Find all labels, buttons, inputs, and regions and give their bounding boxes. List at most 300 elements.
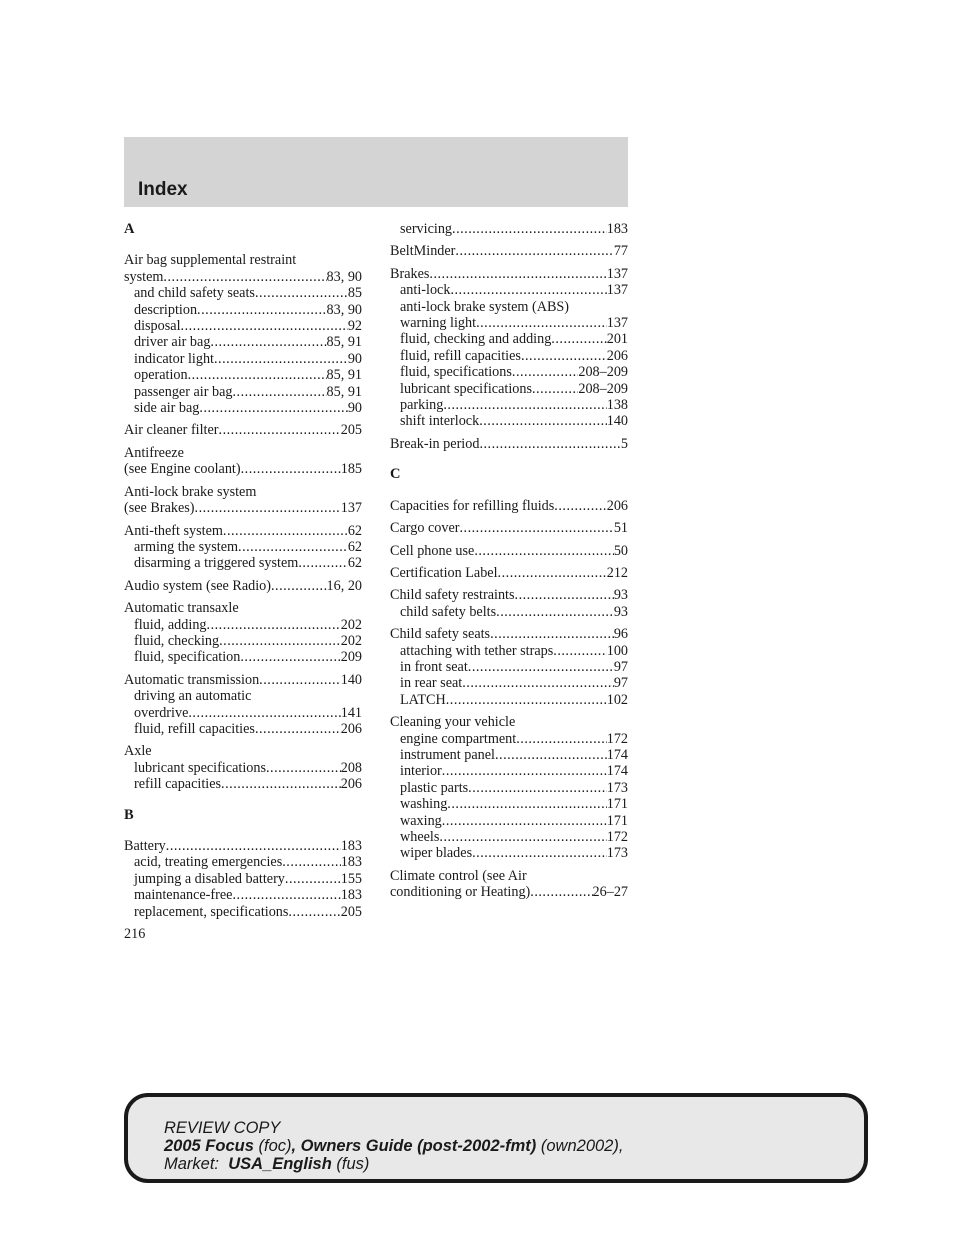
index-entry-line	[390, 436, 628, 452]
dot-leader	[443, 397, 606, 413]
review-copy-box	[124, 1093, 868, 1183]
dot-leader	[472, 845, 607, 861]
dot-leader	[298, 555, 348, 571]
index-subentry-line	[390, 315, 628, 331]
right-column	[390, 221, 628, 907]
index-subentry-line	[124, 318, 362, 334]
index-subentry-line	[390, 364, 628, 380]
dot-leader	[288, 904, 340, 920]
dot-leader	[532, 381, 578, 397]
index-entry	[390, 543, 628, 559]
dot-leader	[259, 672, 341, 688]
entry-label: and child safety seats	[134, 285, 255, 302]
page-reference: 202	[340, 616, 362, 633]
entry-label: parking	[400, 397, 444, 414]
dot-leader	[238, 539, 348, 555]
index-subentry-line	[390, 413, 628, 429]
page-reference: 26–27	[592, 884, 628, 901]
dot-leader	[496, 604, 614, 620]
dot-leader	[255, 285, 348, 301]
index-subentry-line	[124, 351, 362, 367]
dot-leader	[452, 221, 607, 237]
index-subentry-line	[124, 555, 362, 571]
index-entry	[124, 252, 362, 416]
page-reference: 206	[340, 720, 362, 737]
dot-leader	[462, 675, 614, 691]
entry-label: (see Brakes)	[124, 500, 195, 517]
index-entry-line	[124, 461, 362, 477]
entry-label: driving an automatic	[134, 688, 252, 705]
index-subentry-line	[390, 331, 628, 347]
page-number: 216	[124, 926, 146, 942]
entry-label: Cleaning your vehicle	[390, 714, 516, 731]
page-reference: 183	[340, 838, 362, 854]
index-entry-line	[124, 838, 362, 854]
entry-label: Cargo cover	[390, 520, 460, 537]
dot-leader	[271, 578, 327, 594]
entry-label: interior	[400, 763, 442, 780]
page-reference: 93	[613, 603, 628, 620]
section-letter: A	[124, 221, 135, 237]
dot-leader	[516, 731, 607, 747]
dot-leader	[219, 422, 341, 438]
index-entry	[390, 221, 628, 237]
dot-leader	[554, 498, 606, 514]
index-subentry-line	[390, 747, 628, 763]
page-reference: 83, 90	[326, 268, 362, 285]
entry-label: Axle	[124, 743, 152, 760]
index-subentry-line	[124, 688, 362, 704]
dot-leader	[479, 413, 607, 429]
entry-label: BeltMinder	[390, 243, 456, 260]
index-entry-line	[390, 884, 628, 900]
index-entry-line	[390, 243, 628, 259]
index-entry	[124, 523, 362, 572]
entry-label: Anti-theft system	[124, 522, 223, 539]
entry-label: fluid, checking and adding	[400, 331, 552, 348]
page-reference: 173	[606, 845, 628, 862]
dot-leader	[490, 626, 614, 642]
dot-leader	[479, 436, 620, 452]
page-reference: 90	[347, 400, 362, 417]
index-entry	[390, 520, 628, 536]
index-subentry-line	[124, 904, 362, 920]
page-reference: 141	[340, 704, 362, 721]
index-subentry-line	[390, 659, 628, 675]
page-reference: 62	[347, 555, 362, 572]
page-reference: 97	[613, 675, 628, 692]
page-reference: 140	[340, 671, 362, 688]
dot-leader	[442, 813, 607, 829]
page-reference: 137	[340, 500, 362, 517]
page-reference: 183	[340, 854, 362, 871]
page-title: Index	[138, 179, 188, 200]
index-header-band	[124, 137, 628, 207]
entry-label: Certification Label	[390, 564, 498, 581]
index-entry-line	[124, 743, 362, 759]
dot-leader	[207, 617, 341, 633]
entry-label: warning light	[400, 315, 477, 332]
dot-leader	[266, 760, 341, 776]
page-reference: 171	[606, 796, 628, 813]
index-subentry-line	[390, 675, 628, 691]
section-gap	[124, 799, 362, 807]
entry-label: Automatic transaxle	[124, 600, 239, 617]
index-subentry-line	[124, 633, 362, 649]
page-reference: 206	[606, 497, 628, 514]
index-subentry-line	[124, 384, 362, 400]
dot-leader	[476, 315, 607, 331]
index-entry	[124, 445, 362, 478]
page-reference: 208–209	[578, 380, 628, 397]
entry-label: servicing	[400, 221, 453, 237]
entry-label: lubricant specifications	[134, 759, 266, 776]
entry-label: disposal	[134, 318, 181, 335]
index-entry	[390, 498, 628, 514]
dot-leader	[221, 776, 341, 792]
entry-label: wheels	[400, 829, 440, 845]
dot-leader	[468, 659, 614, 675]
page-reference: 202	[340, 632, 362, 649]
dot-leader	[166, 838, 341, 854]
dot-leader	[439, 829, 606, 845]
entry-label: overdrive	[134, 704, 189, 721]
index-entry-line	[390, 543, 628, 559]
page-reference: 201	[606, 331, 628, 348]
entry-label: Battery	[124, 838, 166, 854]
index-entry-line	[124, 600, 362, 616]
dot-leader	[241, 461, 341, 477]
entry-label: Anti-lock brake system	[124, 483, 257, 500]
dot-leader	[450, 282, 606, 298]
entry-label: engine compartment	[400, 730, 517, 747]
page-reference: 97	[613, 658, 628, 675]
entry-label: indicator light	[134, 350, 214, 367]
dot-leader	[474, 543, 613, 559]
index-subentry-line	[124, 400, 362, 416]
entry-label: fluid, specifications	[400, 364, 512, 381]
index-entry	[390, 714, 628, 862]
dot-leader	[199, 400, 347, 416]
index-subentry-line	[390, 221, 628, 237]
page-reference: 51	[613, 520, 628, 537]
page-reference: 77	[613, 243, 628, 260]
model-code: (foc)	[258, 1137, 292, 1155]
entry-label: Capacities for refilling fluids	[390, 497, 555, 514]
page-reference: 96	[613, 626, 628, 643]
index-subentry-line	[124, 854, 362, 870]
entry-label: driver air bag	[134, 334, 211, 351]
index-subentry-line	[390, 604, 628, 620]
entry-label: passenger air bag	[134, 383, 233, 400]
page-reference: 100	[606, 642, 628, 659]
page-reference: 16, 20	[326, 577, 362, 594]
page-reference: 5	[620, 435, 628, 452]
left-column	[124, 221, 362, 926]
index-subentry-line	[390, 780, 628, 796]
dot-leader	[455, 243, 613, 259]
review-copy-text	[164, 1119, 623, 1173]
page-reference: 85, 91	[326, 383, 362, 400]
guide-name: , Owners Guide (post-2002-fmt)	[291, 1137, 537, 1155]
index-entry-line	[390, 520, 628, 536]
entry-label: replacement, specifications	[134, 903, 289, 920]
page-reference: 137	[606, 282, 628, 299]
entry-label: Antifreeze	[124, 444, 184, 461]
entry-label: system	[124, 268, 164, 285]
index-subentry-line	[390, 397, 628, 413]
entry-label: plastic parts	[400, 779, 469, 796]
index-entry-line	[390, 714, 628, 730]
index-entry	[390, 565, 628, 581]
index-subentry-line	[390, 692, 628, 708]
index-entry-line	[124, 252, 362, 268]
index-subentry-line	[390, 299, 628, 315]
page-reference: 206	[340, 776, 362, 793]
dot-leader	[553, 643, 606, 659]
page-reference: 83, 90	[326, 301, 362, 318]
page-reference: 140	[606, 413, 628, 430]
dot-leader	[512, 364, 578, 380]
index-entry	[124, 578, 362, 594]
index-entry	[124, 422, 362, 438]
index-subentry-line	[124, 285, 362, 301]
index-entry	[390, 626, 628, 708]
market-label: Market:	[164, 1155, 220, 1173]
market-name: USA_English	[228, 1155, 332, 1173]
page-reference: 205	[340, 422, 362, 439]
page-reference: 62	[347, 522, 362, 539]
review-copy-label: REVIEW COPY	[164, 1119, 281, 1137]
dot-leader	[255, 721, 341, 737]
index-subentry-line	[124, 705, 362, 721]
page-reference: 209	[340, 649, 362, 666]
dot-leader	[210, 334, 326, 350]
entry-label: waxing	[400, 812, 442, 829]
entry-label: child safety belts	[400, 603, 497, 620]
page-reference: 137	[606, 315, 628, 332]
dot-leader	[468, 780, 607, 796]
page-reference: 172	[606, 730, 628, 747]
review-copy-market-line	[164, 1155, 623, 1173]
page-reference: 92	[347, 318, 362, 335]
entry-label: lubricant specifications	[400, 380, 532, 397]
dot-leader	[232, 887, 340, 903]
entry-label: operation	[134, 367, 188, 384]
page-reference: 206	[606, 347, 628, 364]
entry-label: arming the system	[134, 538, 239, 555]
dot-leader	[495, 747, 607, 763]
index-entry	[390, 868, 628, 901]
entry-label: Climate control (see Air	[390, 867, 527, 884]
dot-leader	[214, 351, 348, 367]
index-entry	[124, 484, 362, 517]
index-entry	[124, 600, 362, 666]
dot-leader	[181, 318, 348, 334]
dot-leader	[282, 854, 340, 870]
page-reference: 102	[606, 691, 628, 708]
entry-label: maintenance-free	[134, 887, 233, 904]
index-subentry-line	[390, 282, 628, 298]
index-entry-line	[390, 266, 628, 282]
page-reference: 138	[606, 397, 628, 414]
entry-label: Cell phone use	[390, 542, 475, 559]
index-entry-line	[124, 269, 362, 285]
index-subentry-line	[124, 887, 362, 903]
entry-label: wiper blades	[400, 845, 473, 862]
dot-leader	[459, 520, 613, 536]
page-reference: 93	[613, 587, 628, 604]
index-subentry-line	[390, 813, 628, 829]
entry-label: Air bag supplemental restraint	[124, 252, 297, 269]
dot-leader	[188, 705, 340, 721]
index-subentry-line	[124, 649, 362, 665]
index-subentry-line	[124, 760, 362, 776]
index-subentry-line	[390, 731, 628, 747]
guide-code: (own2002),	[540, 1137, 624, 1155]
page-reference: 85, 91	[326, 367, 362, 384]
entry-label: side air bag	[134, 400, 200, 417]
dot-leader	[188, 367, 327, 383]
index-entry	[124, 838, 362, 920]
page-reference: 208	[340, 759, 362, 776]
entry-label: washing	[400, 796, 448, 813]
page-reference: 205	[340, 903, 362, 920]
index-entry-line	[124, 523, 362, 539]
model-name: 2005 Focus	[164, 1137, 254, 1155]
dot-leader	[429, 266, 606, 282]
index-subentry-line	[124, 334, 362, 350]
index-subentry-line	[124, 302, 362, 318]
index-entry-line	[124, 672, 362, 688]
dot-leader	[195, 500, 341, 516]
dot-leader	[446, 692, 607, 708]
entry-label: in rear seat	[400, 675, 463, 692]
dot-leader	[551, 331, 606, 347]
section-gap	[390, 458, 628, 466]
entry-label: fluid, refill capacities	[134, 720, 255, 737]
index-entry-line	[390, 868, 628, 884]
index-subentry-line	[124, 871, 362, 887]
entry-label: Break-in period	[390, 435, 480, 452]
index-subentry-line	[390, 845, 628, 861]
entry-label: fluid, adding	[134, 616, 207, 633]
page-reference: 173	[606, 779, 628, 796]
page-reference: 85	[347, 285, 362, 302]
entry-label: (see Engine coolant)	[124, 461, 241, 478]
entry-label: description	[134, 301, 198, 318]
index-entry-line	[124, 422, 362, 438]
entry-label: anti-lock	[400, 282, 451, 299]
index-entry	[390, 587, 628, 620]
entry-label: acid, treating emergencies	[134, 854, 283, 871]
entry-label: attaching with tether straps	[400, 642, 554, 659]
dot-leader	[521, 348, 607, 364]
index-entry-line	[124, 445, 362, 461]
index-subentry-line	[124, 367, 362, 383]
entry-label: jumping a disabled battery	[134, 870, 285, 887]
dot-leader	[219, 633, 341, 649]
dot-leader	[442, 763, 607, 779]
entry-label: LATCH	[400, 691, 446, 708]
index-entry	[390, 266, 628, 430]
page-reference: 137	[606, 265, 628, 282]
dot-leader	[515, 587, 614, 603]
dot-leader	[240, 649, 340, 665]
page-reference: 212	[606, 564, 628, 581]
dot-leader	[197, 302, 326, 318]
page-reference: 208–209	[578, 364, 628, 381]
entry-label: Audio system (see Radio)	[124, 577, 271, 594]
index-entry-line	[124, 578, 362, 594]
index-subentry-line	[390, 763, 628, 779]
section-letter: C	[390, 466, 401, 483]
entry-label: Automatic transmission	[124, 671, 260, 688]
index-entry-line	[124, 500, 362, 516]
dot-leader	[232, 384, 326, 400]
dot-leader	[447, 796, 606, 812]
market-code: (fus)	[336, 1155, 370, 1173]
entry-label: shift interlock	[400, 413, 480, 430]
entry-label: Child safety seats	[390, 626, 491, 643]
entry-label: anti-lock brake system (ABS)	[400, 298, 570, 315]
index-entry-line	[390, 498, 628, 514]
page-reference: 171	[606, 812, 628, 829]
index-entry-line	[390, 587, 628, 603]
entry-label: fluid, refill capacities	[400, 347, 521, 364]
entry-label: fluid, checking	[134, 632, 220, 649]
page-reference: 62	[347, 538, 362, 555]
index-subentry-line	[390, 643, 628, 659]
entry-label: in front seat	[400, 658, 468, 675]
index-entry-line	[390, 565, 628, 581]
page-reference: 172	[606, 829, 628, 845]
entry-label: disarming a triggered system	[134, 555, 299, 572]
page-reference: 155	[340, 870, 362, 887]
dot-leader	[285, 871, 341, 887]
page-reference: 185	[340, 461, 362, 478]
index-subentry-line	[124, 721, 362, 737]
index-subentry-line	[390, 796, 628, 812]
dot-leader	[163, 269, 326, 285]
page-reference: 183	[340, 887, 362, 904]
index-entry	[124, 672, 362, 738]
index-subentry-line	[124, 776, 362, 792]
index-subentry-line	[390, 381, 628, 397]
page-reference: 174	[606, 746, 628, 763]
review-copy-model-line	[164, 1137, 623, 1155]
entry-label: fluid, specification	[134, 649, 241, 666]
index-subentry-line	[390, 348, 628, 364]
dot-leader	[530, 884, 592, 900]
index-subentry-line	[390, 829, 628, 845]
page-reference: 183	[606, 221, 628, 237]
index-entry	[390, 436, 628, 452]
page-reference: 50	[613, 542, 628, 559]
entry-label: conditioning or Heating)	[390, 884, 531, 901]
entry-label: Brakes	[390, 265, 430, 282]
entry-label: refill capacities	[134, 776, 222, 793]
index-entry-line	[124, 484, 362, 500]
entry-label: Air cleaner filter	[124, 422, 219, 439]
entry-label: instrument panel	[400, 746, 495, 763]
index-entry	[124, 743, 362, 792]
entry-label: Child safety restraints	[390, 587, 515, 604]
page-reference: 174	[606, 763, 628, 780]
index-entry	[390, 243, 628, 259]
dot-leader	[223, 523, 348, 539]
page-reference: 85, 91	[326, 334, 362, 351]
